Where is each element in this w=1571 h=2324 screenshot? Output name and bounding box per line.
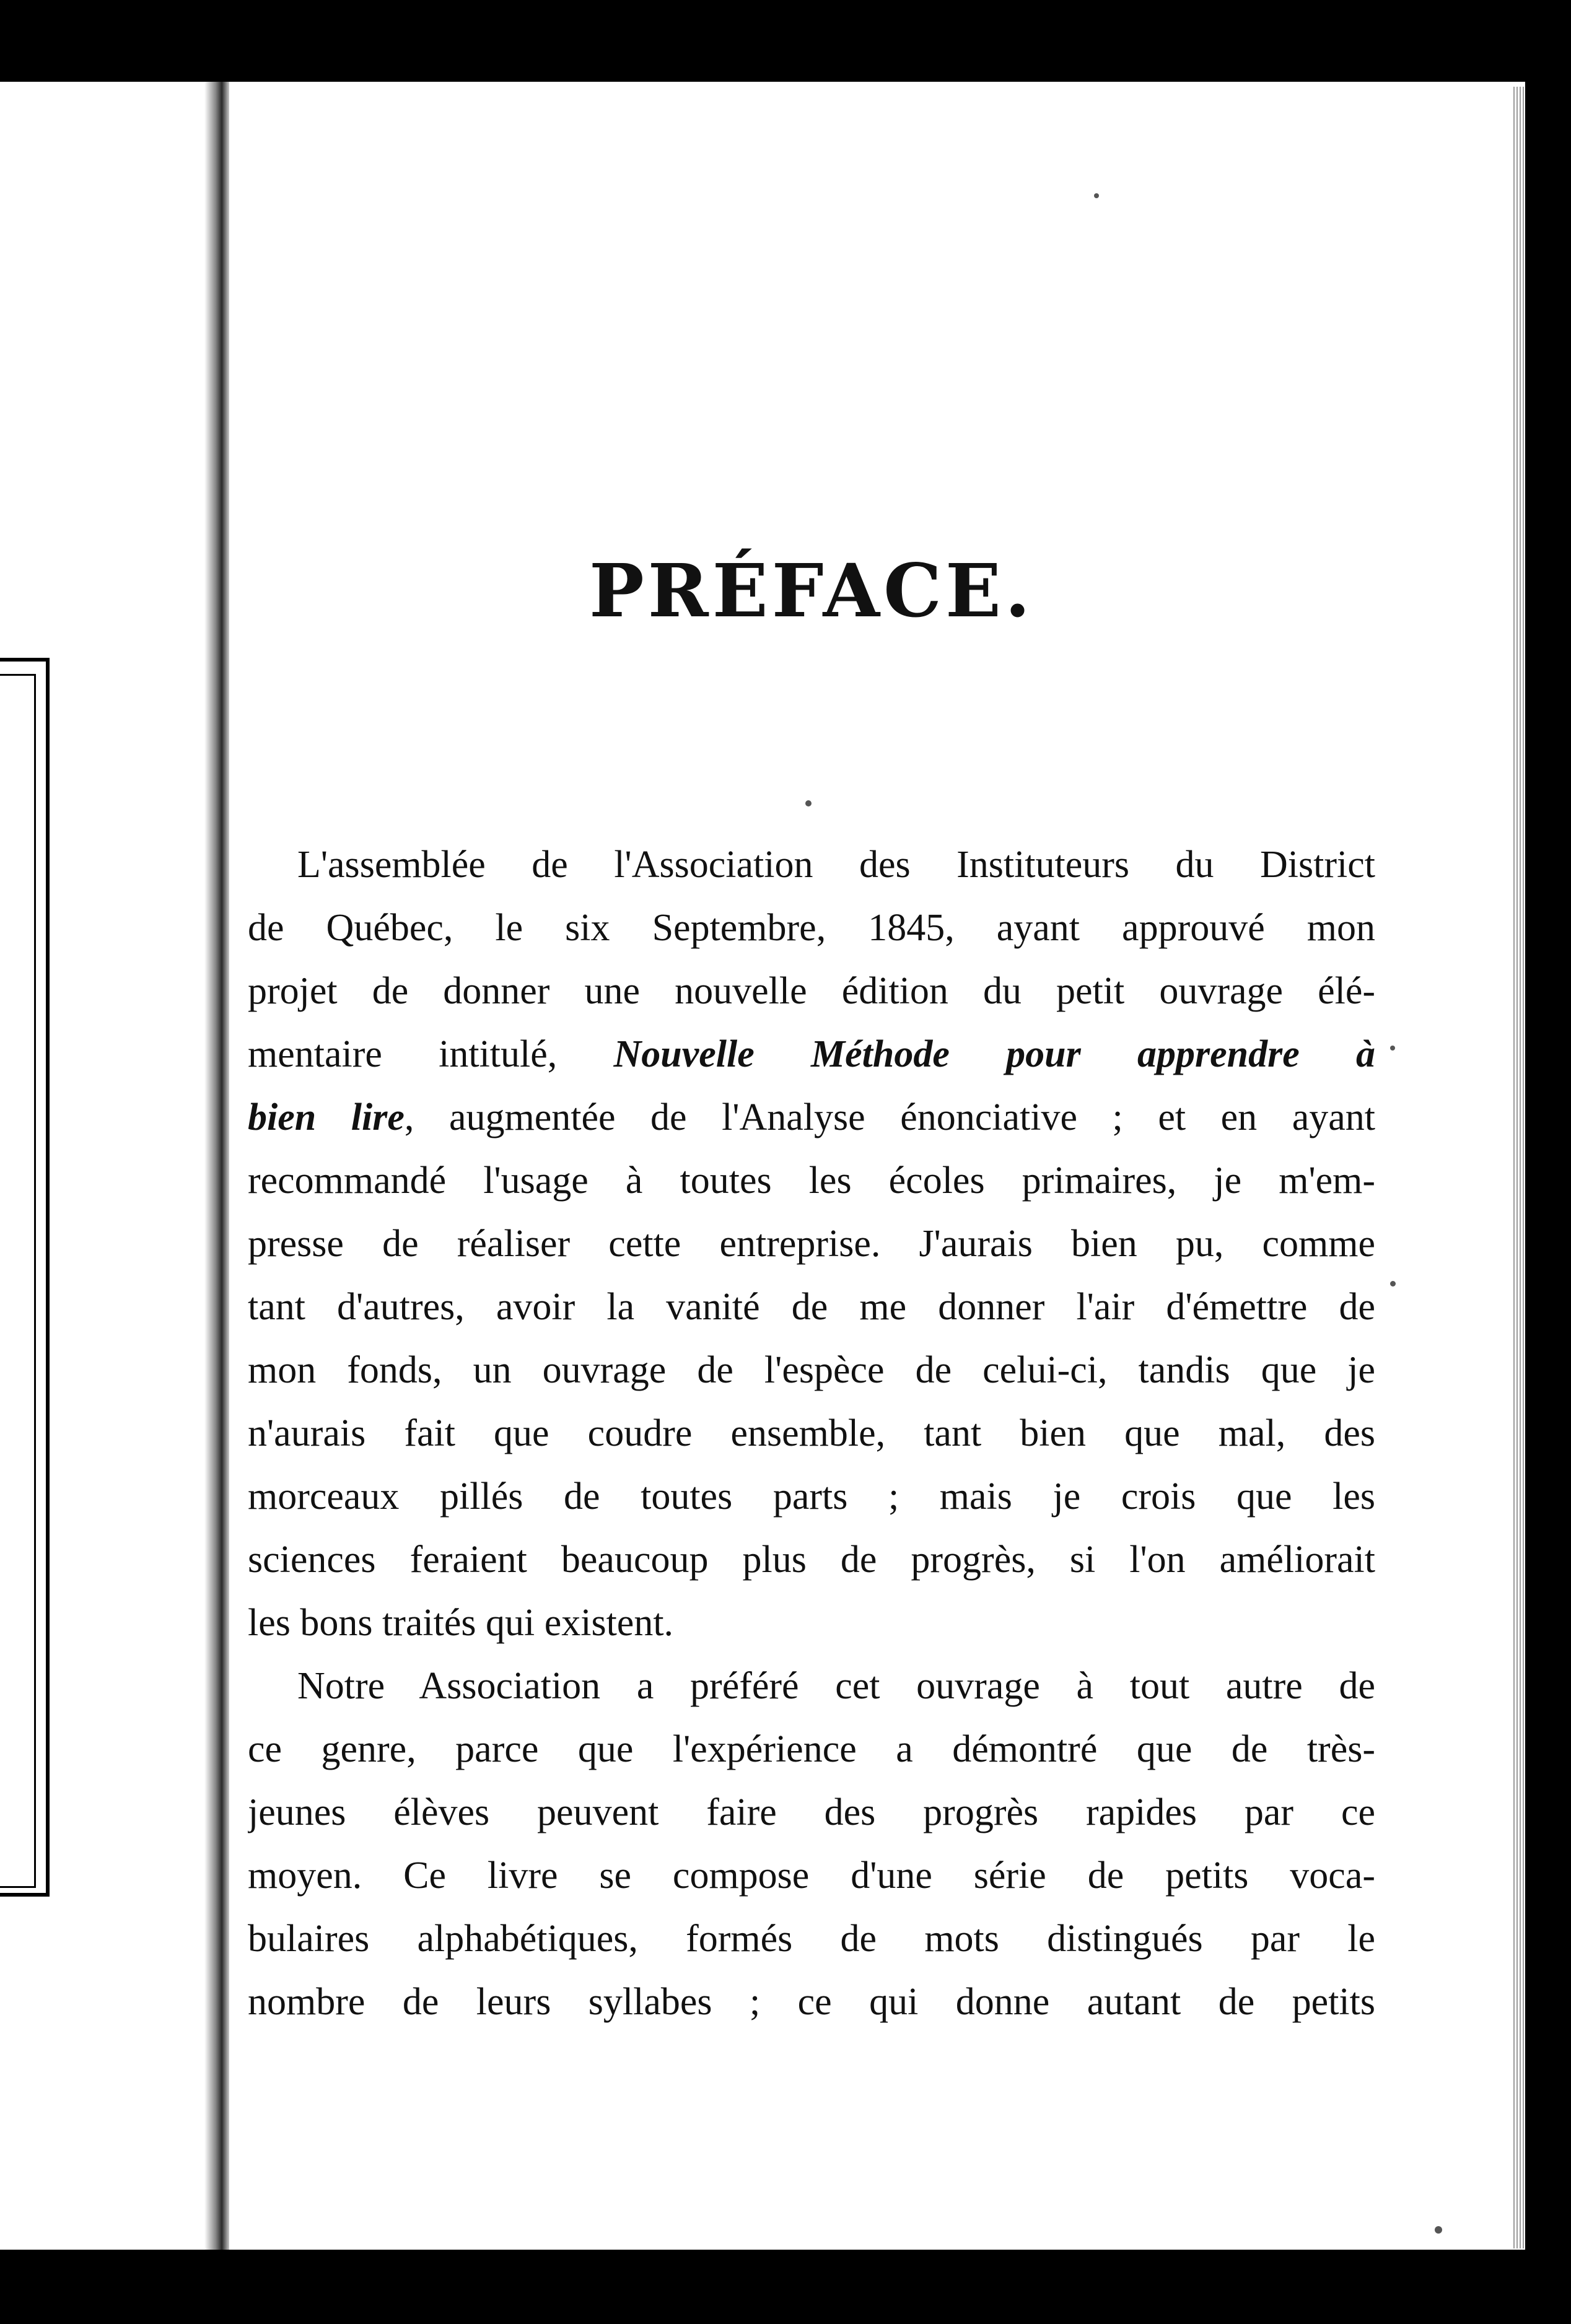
scan-speck: [1094, 193, 1099, 198]
text-run: , augmentée de l'Analyse énonciative ; et en ayant: [404, 1096, 1375, 1138]
book-gutter: [204, 82, 229, 2250]
scan-speck: [805, 800, 812, 806]
scan-speck: [1390, 1281, 1396, 1286]
text-line: n'aurais fait que coudre ensemble, tant bien que mal, des: [248, 1412, 1375, 1454]
page-title: PRÉFACE.: [589, 548, 1035, 634]
left-page-margin: [0, 82, 223, 2250]
text-line: mon fonds, un ouvrage de l'espèce de celui-ci, tandis que je: [248, 1349, 1375, 1391]
book-title-emphasis: Nouvelle Méthode pour apprendre à: [613, 1033, 1375, 1075]
text-line: tant d'autres, avoir la vanité de me donner l'air d'émettre de: [248, 1286, 1375, 1328]
text-line: de Québec, le six Septembre, 1845, ayant approuvé mon: [248, 907, 1375, 949]
text-line: recommandé l'usage à toutes les écoles primaires, je m'em-: [248, 1160, 1375, 1202]
text-line: Notre Association a préféré cet ouvrage à tout autre de: [297, 1665, 1375, 1707]
text-line: sciences feraient beaucoup plus de progrès, si l'on améliorait: [248, 1539, 1375, 1581]
text-line-with-title: [248, 1086, 1375, 1149]
page-edge-stack: [1512, 87, 1525, 2248]
text-line: nombre de leurs syllabes ; ce qui donne autant de petits: [248, 1981, 1375, 2023]
left-page-border-frame: [0, 658, 50, 1897]
text-line: les bons traités qui existent.: [248, 1602, 674, 1644]
text-line-with-title: [248, 1023, 1375, 1086]
text-line: presse de réaliser cette entreprise. J'aurais bien pu, comme: [248, 1223, 1375, 1265]
text-line: jeunes élèves peuvent faire des progrès rapides par ce: [248, 1791, 1375, 1833]
text-line: projet de donner une nouvelle édition du petit ouvrage élé-: [248, 970, 1375, 1012]
scan-speck: [1435, 2226, 1442, 2234]
text-line: moyen. Ce livre se compose d'une série de petits voca-: [248, 1854, 1375, 1897]
text-line: morceaux pillés de toutes parts ; mais je crois que les: [248, 1475, 1375, 1518]
text-line: bulaires alphabétiques, formés de mots distingués par le: [248, 1918, 1375, 1960]
left-page-inner-frame: [0, 674, 36, 1888]
text-run: mentaire intitulé,: [248, 1033, 614, 1075]
scan-speck: [1390, 1046, 1395, 1051]
text-line: ce genre, parce que l'expérience a démontré que de très-: [248, 1728, 1375, 1770]
body-text: [248, 833, 1375, 2034]
text-line: L'assemblée de l'Association des Instituteurs du District: [297, 844, 1375, 886]
book-title-emphasis: bien lire: [248, 1096, 405, 1138]
